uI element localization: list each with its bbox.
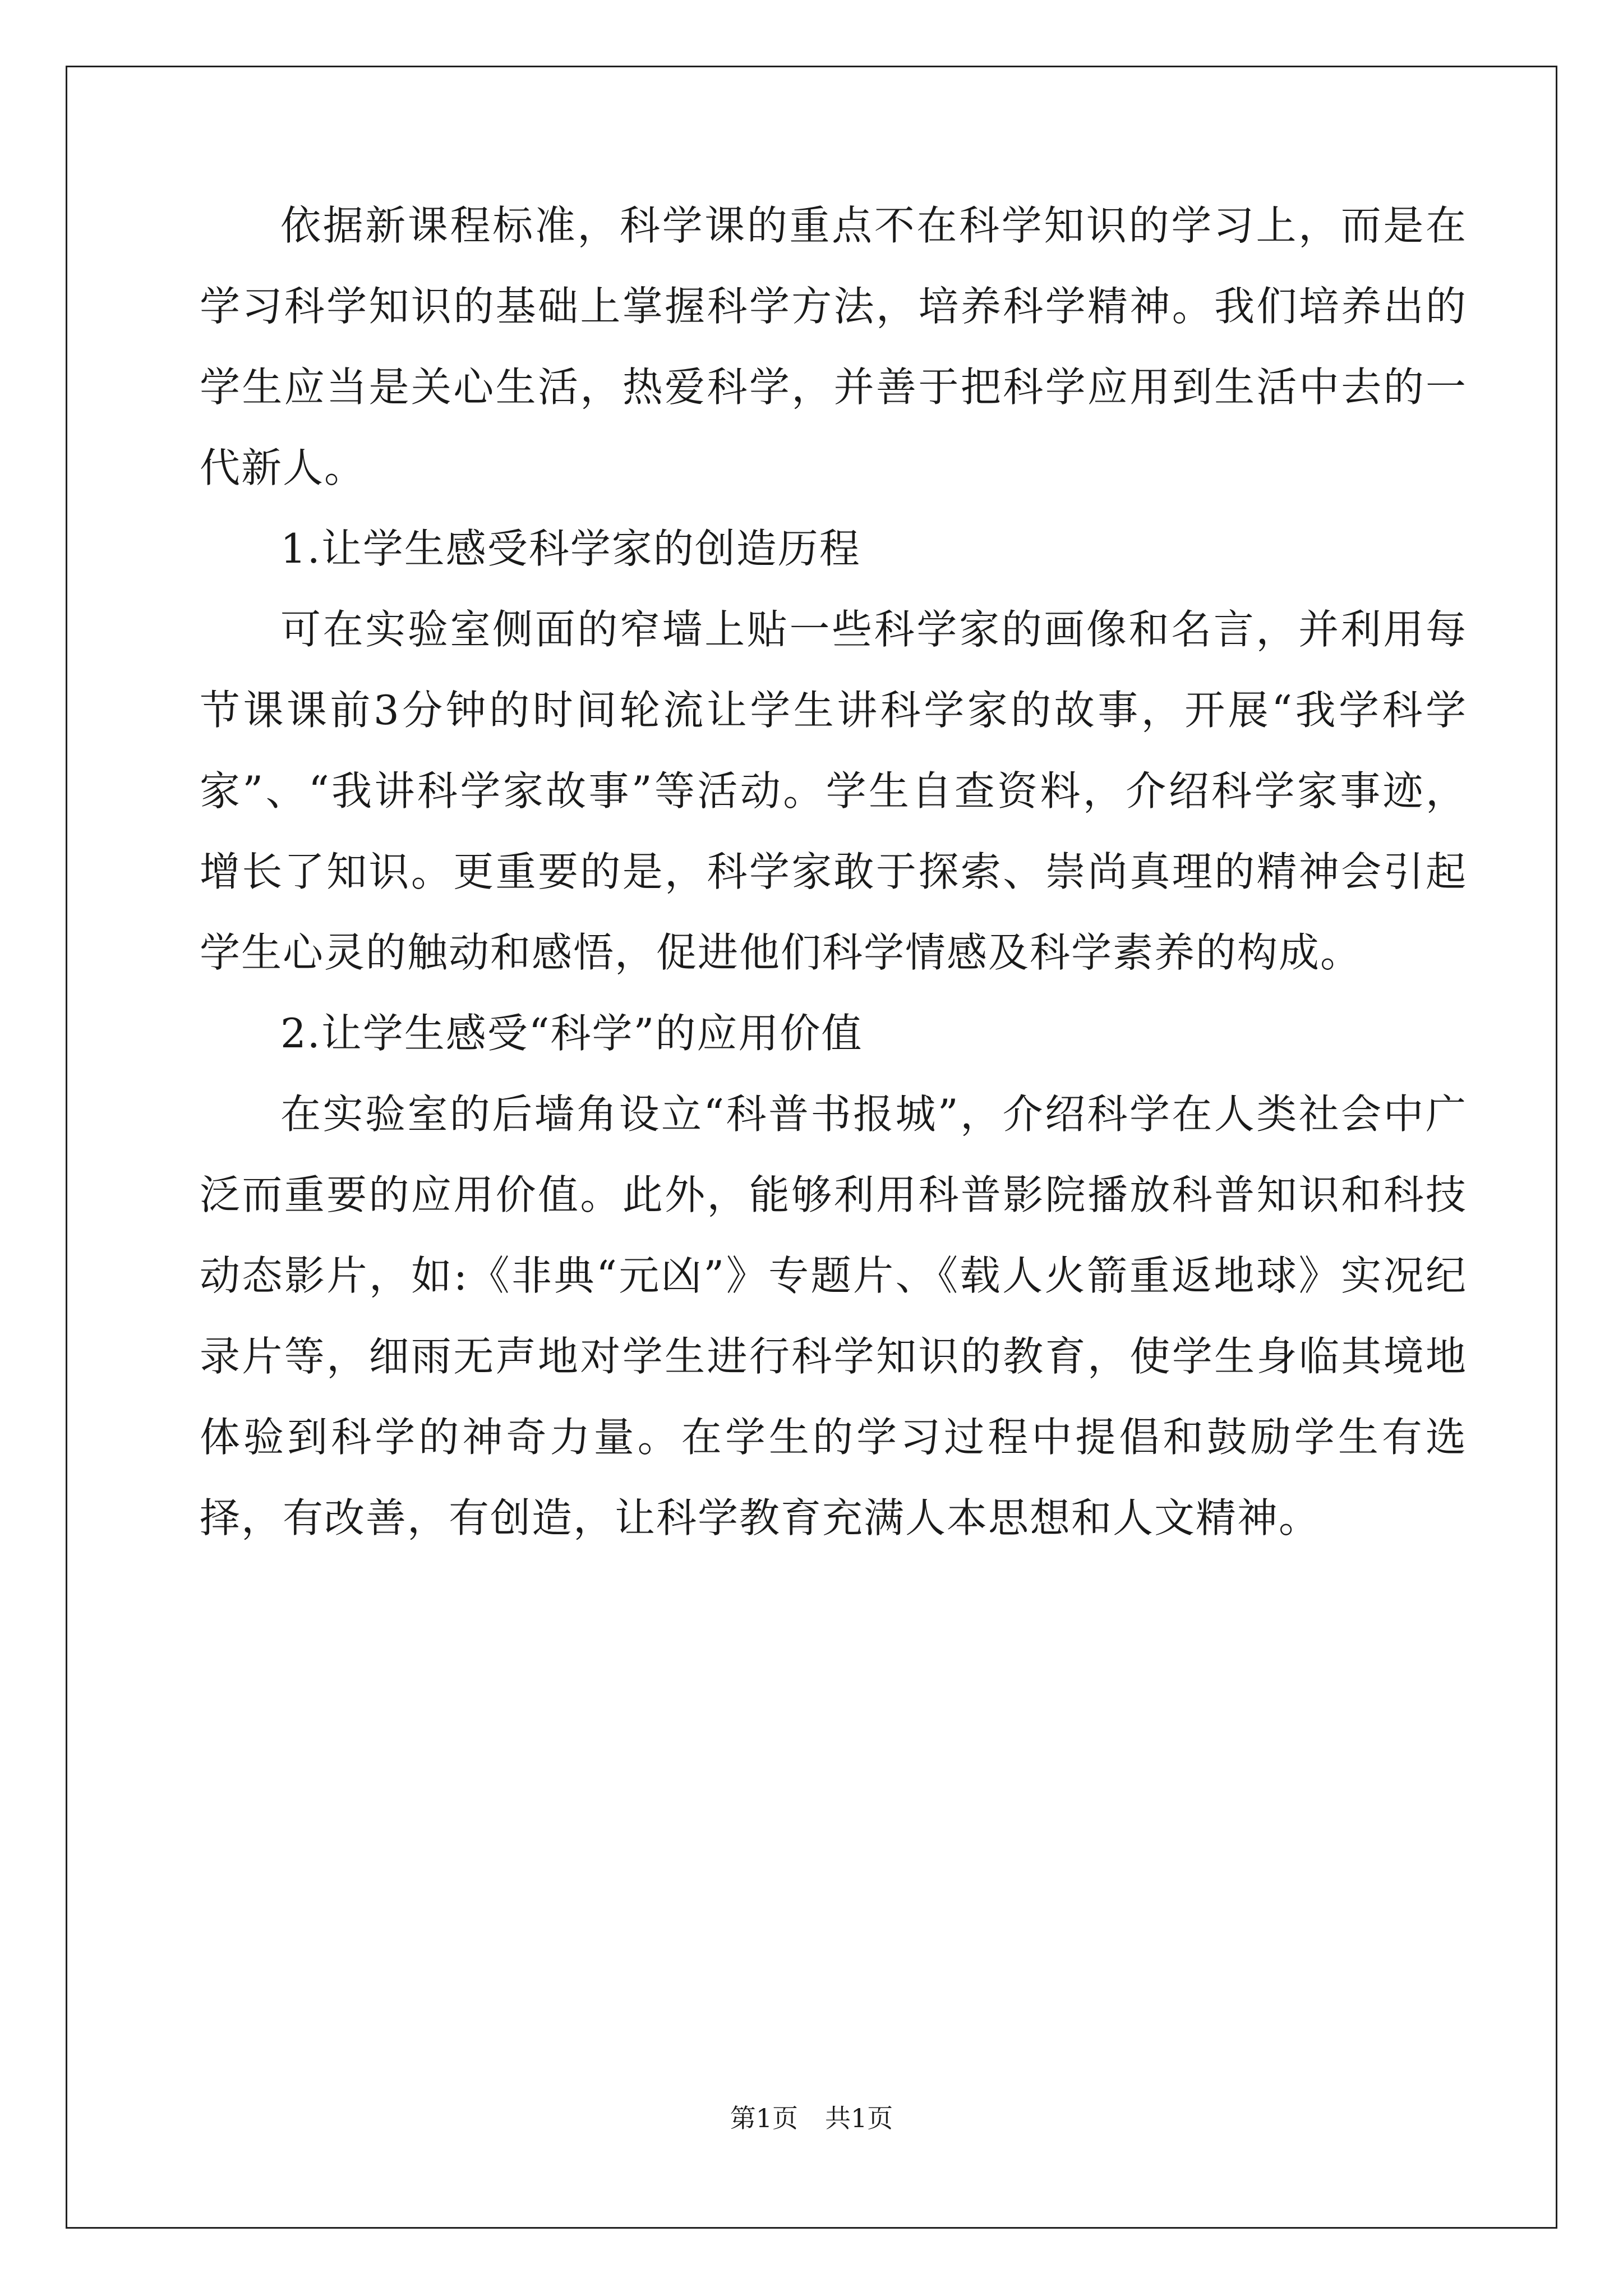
paragraph-section-2: 在实验室的后墙角设立“科普书报城”，介绍科学在人类社会中广泛而重要的应用价值。此外，能够利用科普影院播放科普知识和科技动态影片，如:《非典“元凶”》专题片、《载人火箭重返地球》实况纪录片等，细雨无声地对学生进行科学知识的教育，使学生身临其境地体验到科学的神奇力量。在学生的学习过程中提倡和鼓励学生有选择，有改善，有创造，让科学教育充满人本思想和人文精神。: [200, 1091, 1467, 1542]
page-footer: [0, 2098, 1623, 2135]
paragraph-intro: 依据新课程标准，科学课的重点不在科学知识的学习上，而是在学习科学知识的基础上掌握科学方法，培养科学精神。我们培养出的学生应当是关心生活，热爱科学，并善于把科学应用到生活中去的一代新人。: [200, 202, 1467, 491]
document-body: [200, 185, 1467, 1558]
page-number-current: 第1页: [730, 2103, 798, 2133]
page-number-total: 共1页: [825, 2103, 893, 2133]
heading-section-1: 1.让学生感受科学家的创造历程: [280, 525, 861, 572]
paragraph-section-1: 可在实验室侧面的窄墙上贴一些科学家的画像和名言，并利用每节课课前3分钟的时间轮流让学生讲科学家的故事，开展“我学科学家”、“我讲科学家故事”等活动。学生自查资料，介绍科学家事迹，增长了知识。更重要的是，科学家敢于探索、崇尚真理的精神会引起学生心灵的触动和感悟，促进他们科学情感及科学素养的构成。: [200, 606, 1467, 976]
heading-section-2: 2.让学生感受“科学”的应用价值: [280, 1010, 863, 1057]
